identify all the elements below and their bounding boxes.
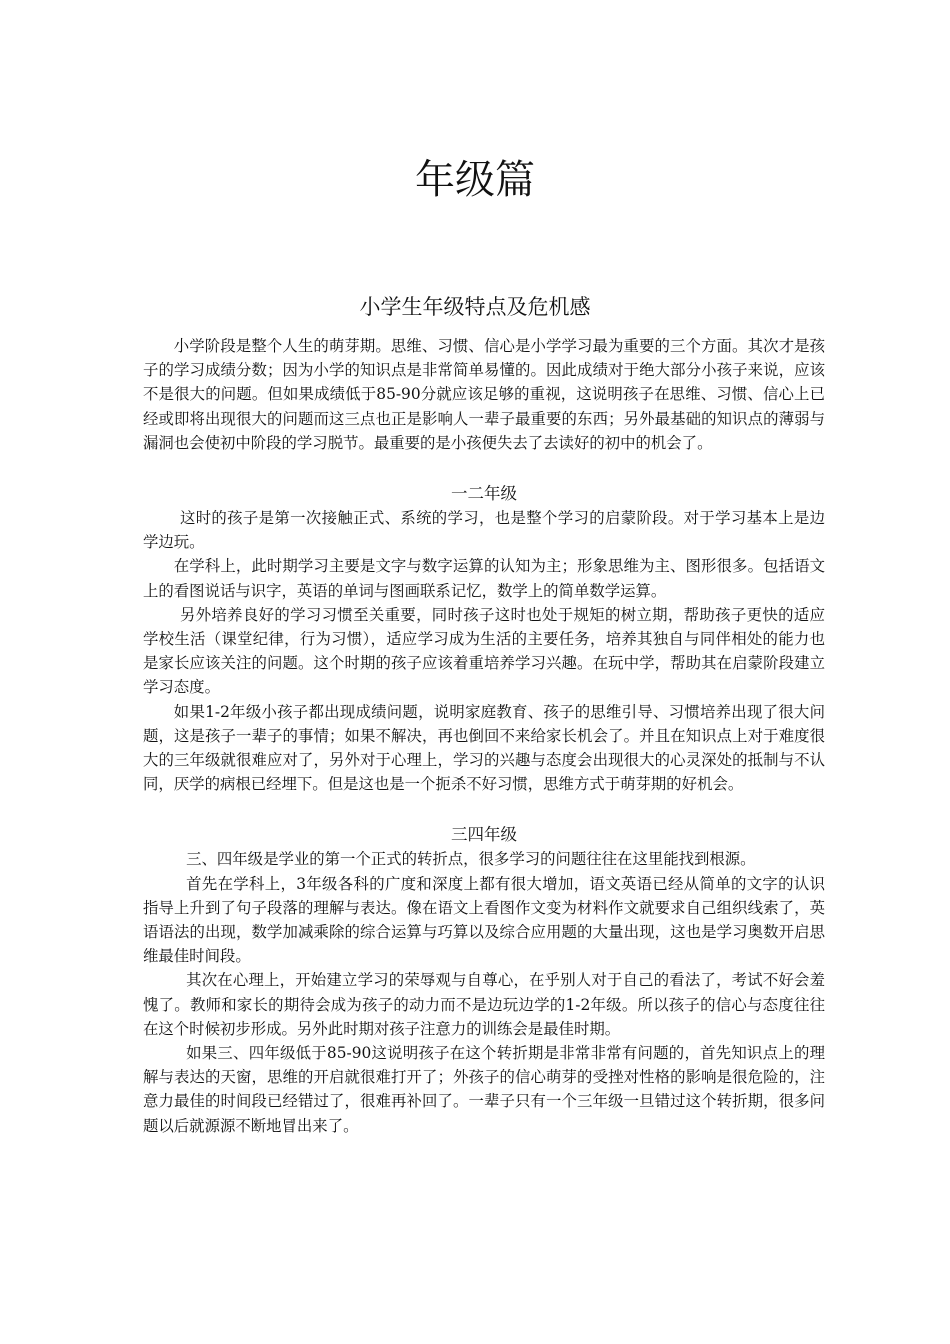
section-title: 小学生年级特点及危机感 [359, 295, 591, 319]
grade12-paragraph-1: 这时的孩子是第一次接触正式、系统的学习，也是整个学习的启蒙阶段。对于学习基本上是边学边玩。 [143, 509, 825, 552]
intro-paragraph: 小学阶段是整个人生的萌芽期。思维、习惯、信心是小学学习最为重要的三个方面。其次才是孩子的学习成绩分数；因为小学的知识点是非常简单易懂的。因此成绩对于绝大部分小孩子来说，应该不是很大的问题。但如果成绩低于85-90分就应该足够的重视，这说明孩子在思维、习惯、信心上已经或即将出现很大的问题而这三点也正是影响人一辈子最重要的东西；另外最基础的知识点的薄弱与漏洞也会使初中阶段的学习脱节。最重要的是小孩便失去了去读好的初中的机会了。 [143, 337, 825, 452]
spacer [143, 796, 825, 823]
grade34-paragraph-4: 如果三、四年级低于85-90这说明孩子在这个转折期是非常非常有问题的，首先知识点上的理解与表达的天窗，思维的开启就很难打开了；外孩子的信心萌芽的受挫对性格的影响是很危险的，注意力最佳的时间段已经错过了，很难再补回了。一辈子只有一个三年级一旦错过这个转折期，很多问题以后就源源不断地冒出来了。 [143, 1044, 825, 1135]
grade34-paragraph-1: 三、四年级是学业的第一个正式的转折点，很多学习的问题往往在这里能找到根源。 [186, 850, 756, 869]
grade12-paragraph-3: 另外培养良好的学习习惯至关重要，同时孩子这时也处于规矩的树立期，帮助孩子更快的适应学校生活（课堂纪律，行为习惯），适应学习成为生活的主要任务，培养其独自与同伴相处的能力也是家长应该关注的问题。这个时期的孩子应该着重培养学习兴趣。在玩中学，帮助其在启蒙阶段建立学习态度。 [143, 605, 825, 697]
grade34-paragraph-3: 其次在心理上，开始建立学习的荣辱观与自尊心，在乎别人对于自己的看法了，考试不好会羞愧了。教师和家长的期待会成为孩子的动力而不是边玩边学的1-2年级。所以孩子的信心与态度往往在这个时候初步形成。另外此时期对孩子注意力的训练会是最佳时期。 [143, 971, 825, 1038]
document-body [143, 334, 825, 1138]
grade12-heading: 一二年级 [451, 484, 517, 504]
grade34-heading: 三四年级 [451, 825, 517, 845]
grade34-paragraph-2: 首先在学科上，3年级各科的广度和深度上都有很大增加，语文英语已经从简单的文字的认识指导上升到了句子段落的理解与表达。像在语文上看图作文变为材料作文就要求自己组织线索了，英语语法的出现，数学加减乘除的综合运算与巧算以及综合应用题的大量出现，这也是学习奥数开启思维最佳时间段。 [143, 874, 825, 966]
grade12-paragraph-4: 如果1-2年级小孩子都出现成绩问题，说明家庭教育、孩子的思维引导、习惯培养出现了很大问题，这是孩子一辈子的事情；如果不解决，再也倒回不来给家长机会了。并且在知识点上对于难度很大的三年级就很难应对了，另外对于心理上，学习的兴趣与态度会出现很大的心灵深处的抵制与不认同，厌学的病根已经埋下。但是这也是一个扼杀不好习惯，思维方式于萌芽期的好机会。 [143, 702, 825, 794]
spacer [143, 455, 825, 482]
grade12-paragraph-2: 在学科上，此时期学习主要是文字与数字运算的认知为主；形象思维为主、图形很多。包括语文上的看图说话与识字，英语的单词与图画联系记忆，数学上的简单数学运算。 [143, 557, 825, 600]
page-title: 年级篇 [415, 157, 535, 203]
